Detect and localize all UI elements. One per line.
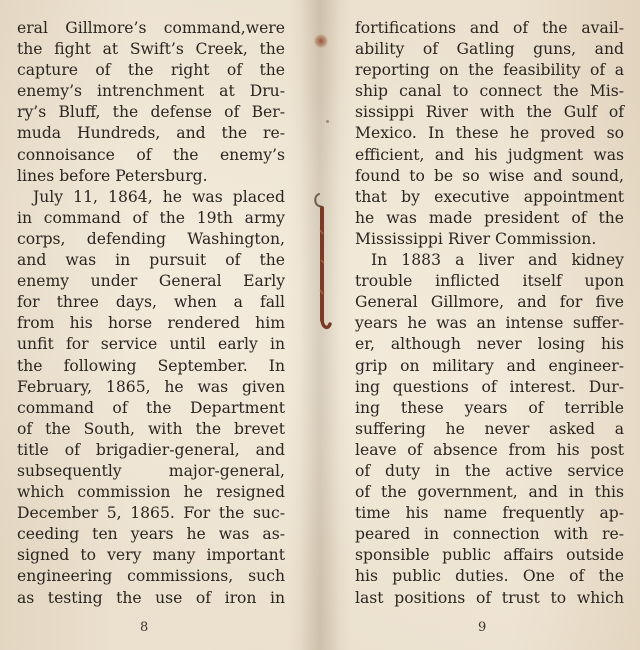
text-line: grip on military and engineer-: [355, 356, 624, 375]
text-line: ry’s Bluff, the defense of Ber-: [17, 103, 285, 122]
text-line: sponsible public affairs outside: [355, 546, 624, 565]
text-line: of the government, and in this: [355, 483, 624, 502]
text-line: peared in connection with re-: [355, 525, 624, 544]
text-line: muda Hundreds, and the re-: [17, 124, 285, 143]
text-line: title of brigadier-general, and: [17, 440, 285, 459]
text-line: sissippi River with the Gulf of: [355, 103, 624, 122]
text-line: and was in pursuit of the: [17, 251, 285, 270]
text-line: lines before Petersburg.: [17, 166, 208, 185]
text-line: fortifications and of the avail-: [355, 19, 624, 37]
text-line: ing questions of interest. Dur-: [355, 377, 624, 396]
text-line: of the South, with the brevet: [17, 419, 285, 438]
text-line: last positions of trust to which: [355, 588, 624, 607]
text-line: the following September. In: [17, 356, 285, 375]
text-line: July 11, 1864, he was placed: [33, 187, 285, 206]
text-line: reporting on the feasibility of a: [355, 61, 624, 80]
text-line: in command of the 19th army: [17, 208, 285, 227]
text-line: efficient, and his judgment was: [355, 145, 624, 164]
left-page-text: [17, 18, 285, 609]
text-line: Mississippi River Commission.: [355, 229, 597, 248]
text-line: found to be so wise and sound,: [355, 166, 624, 185]
ink-speck: [326, 120, 329, 123]
text-line: er, although never losing his: [355, 335, 624, 354]
text-line: suffering he never asked a: [355, 419, 624, 438]
text-line: enemy’s intrenchment at Dru-: [17, 82, 285, 101]
text-line: that by executive appointment: [355, 187, 624, 206]
text-line: which commission he resigned: [17, 483, 285, 502]
text-line: time his name frequently ap-: [355, 504, 624, 523]
text-line: capture of the right of the: [17, 61, 285, 80]
text-line: December 5, 1865. For the suc-: [17, 504, 285, 523]
text-line: February, 1865, he was given: [17, 377, 285, 396]
text-line: leave of absence from his post: [355, 440, 624, 459]
text-line: ing these years of terrible: [355, 398, 624, 417]
right-page: [320, 0, 640, 650]
text-line: connoisance of the enemy’s: [17, 145, 285, 164]
text-line: command of the Department: [17, 398, 285, 417]
text-line: as testing the use of iron in: [17, 588, 285, 607]
text-line: he was made president of the: [355, 208, 624, 227]
text-line: years he was an intense suffer-: [355, 314, 624, 333]
text-line: corps, defending Washington,: [17, 229, 285, 248]
text-line: General Gillmore, and for five: [355, 293, 624, 312]
text-line: of duty in the active service: [355, 461, 624, 480]
page-number: 8: [140, 620, 149, 635]
page-number: 9: [478, 620, 487, 635]
text-line: eral Gillmore’s command,were: [17, 19, 285, 37]
text-line: ability of Gatling guns, and: [355, 40, 624, 59]
text-line: ceeding ten years he was as-: [17, 525, 285, 544]
text-line: unfit for service until early in: [17, 335, 285, 354]
text-line: subsequently major-general,: [17, 461, 285, 480]
right-page-text: [355, 18, 624, 609]
text-line: Mexico. In these he proved so: [355, 124, 624, 143]
text-line: engineering commissions, such: [17, 567, 285, 586]
text-line: for three days, when a fall: [17, 293, 285, 312]
binding-staple-mark: [310, 190, 334, 335]
text-line: the fight at Swift’s Creek, the: [17, 40, 285, 59]
text-line: In 1883 a liver and kidney: [371, 251, 624, 270]
text-line: enemy under General Early: [17, 272, 285, 291]
text-line: signed to very many important: [17, 546, 285, 565]
text-line: his public duties. One of the: [355, 567, 624, 586]
ink-stain: [314, 34, 328, 48]
text-line: from his horse rendered him: [17, 314, 285, 333]
text-line: ship canal to connect the Mis-: [355, 82, 624, 101]
text-line: trouble inflicted itself upon: [355, 272, 624, 291]
